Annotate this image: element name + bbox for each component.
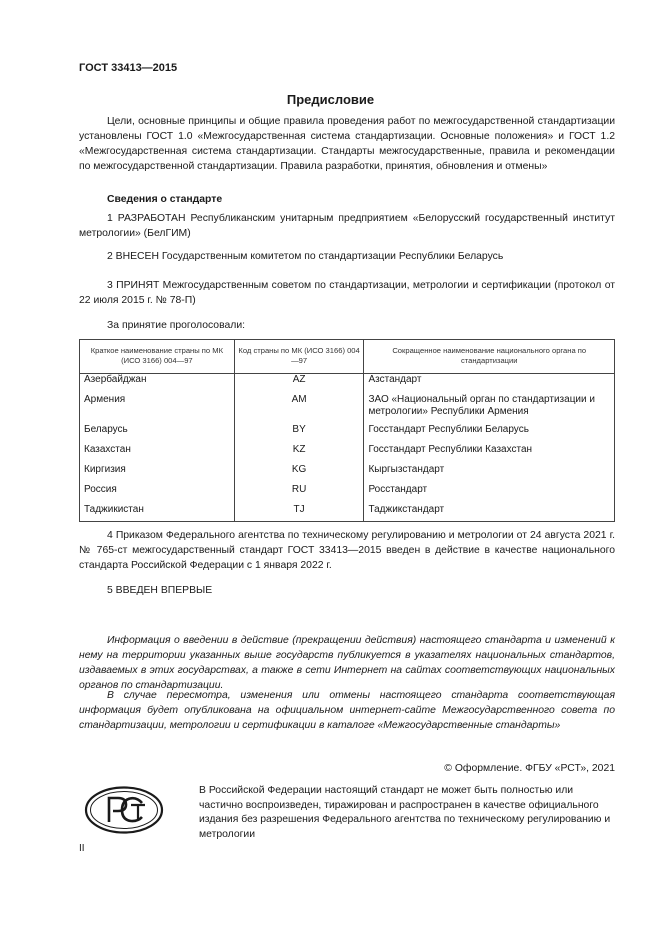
note-info-publication-text: Информация о введении в действие (прекращении действия) настоящего стандарта и изменений к нему на территории указанных выше государств публикуется в указателях национальных стандартов, издаваемых в этих государствах, а также в сети Интернет на сайтах соответствующих национальных органов по стандартизации. [79, 635, 615, 691]
item-adopted [79, 278, 615, 308]
document-id-header: ГОСТ 33413—2015 [79, 62, 178, 74]
table-header-row [80, 340, 615, 374]
country-cell: Армения [80, 394, 235, 424]
table-row [80, 424, 615, 444]
table-row [80, 504, 615, 522]
body-cell: ЗАО «Национальный орган по стандартизации и метрологии» Республики Армения [364, 394, 615, 424]
intro-paragraph [79, 114, 615, 174]
column-header-code: Код страны по МК (ИСО 3166) 004—97 [234, 340, 364, 374]
column-header-body: Сокращенное наименование национального органа по стандартизации [364, 340, 615, 374]
table-row [80, 484, 615, 504]
voted-label [79, 318, 615, 333]
item-enacted [79, 528, 615, 573]
country-cell: Таджикистан [80, 504, 235, 522]
item-developed-text: 1 РАЗРАБОТАН Республиканским унитарным предприятием «Белорусский государственный институт метрологии» (БелГИМ) [79, 213, 615, 239]
country-cell: Казахстан [80, 444, 235, 464]
page-number: II [79, 843, 85, 854]
item-developed [79, 211, 615, 241]
country-cell: Киргизия [80, 464, 235, 484]
item-submitted-text: 2 ВНЕСЕН Государственным комитетом по стандартизации Республики Беларусь [107, 251, 504, 262]
country-cell: Азербайджан [80, 374, 235, 395]
table-row [80, 374, 615, 395]
rf-reproduction-notice: В Российской Федерации настоящий стандарт не может быть полностью или частично воспроизведен, тиражирован и распространен в качестве официального издания без разрешения Федерального агентства по техническому регулированию и метрологии [199, 785, 611, 840]
note-revision-text: В случае пересмотра, изменения или отмены настоящего стандарта соответствующая информация будет опубликована на официальном интернет-сайте Межгосударственного совета по стандартизации, метрологии и сертификации в каталоге «Межгосударственные стандарты» [79, 690, 615, 731]
note-revision [79, 688, 615, 733]
body-cell: Росстандарт [364, 484, 615, 504]
item-introduced-first [79, 583, 615, 598]
pct-certification-mark-icon [84, 786, 164, 834]
page-title: Предисловие [286, 92, 375, 107]
body-cell: Кыргызстандарт [364, 464, 615, 484]
item-adopted-text: 3 ПРИНЯТ Межгосударственным советом по стандартизации, метрологии и сертификации (протокол от 22 июля 2015 г. № 78-П) [79, 280, 615, 306]
item-introduced-first-text: 5 ВВЕДЕН ВПЕРВЫЕ [107, 585, 213, 596]
voted-label-text: За принятие проголосовали: [107, 320, 246, 331]
column-header-country: Краткое наименование страны по МК (ИСО 3166) 004—97 [80, 340, 235, 374]
body-cell: Азстандарт [364, 374, 615, 395]
note-info-publication [79, 633, 615, 693]
body-cell: Таджикстандарт [364, 504, 615, 522]
code-cell: AZ [234, 374, 364, 395]
code-cell: KZ [234, 444, 364, 464]
code-cell: BY [234, 424, 364, 444]
intro-text: Цели, основные принципы и общие правила проведения работ по межгосударственной стандартизации установлены ГОСТ 1.0 «Межгосударственная система стандартизации. Основные положения» и ГОСТ 1.2 «Межгосударственная система стандартизации. Стандарты межгосударственные, правила и рекомендации по межгосударственной стандартизации. Правила разработки, принятия, обновления и отмены» [79, 116, 615, 172]
country-cell: Беларусь [80, 424, 235, 444]
table-row [80, 444, 615, 464]
item-submitted [79, 249, 615, 264]
body-cell: Госстандарт Республики Казахстан [364, 444, 615, 464]
code-cell: RU [234, 484, 364, 504]
code-cell: KG [234, 464, 364, 484]
standard-info-heading: Сведения о стандарте [107, 194, 223, 205]
item-enacted-text: 4 Приказом Федерального агентства по техническому регулированию и метрологии от 24 августа 2021 г. № 765-ст межгосударственный стандарт ГОСТ 33413—2015 введен в действие в качестве национального стандарта Российской Федерации с 1 января 2022 г. [79, 530, 615, 571]
code-cell: AM [234, 394, 364, 424]
table-row [80, 464, 615, 484]
country-cell: Россия [80, 484, 235, 504]
voting-countries-table [79, 339, 615, 522]
copyright-notice: © Оформление. ФГБУ «РСТ», 2021 [444, 763, 615, 774]
body-cell: Госстандарт Республики Беларусь [364, 424, 615, 444]
table-row [80, 394, 615, 424]
code-cell: TJ [234, 504, 364, 522]
